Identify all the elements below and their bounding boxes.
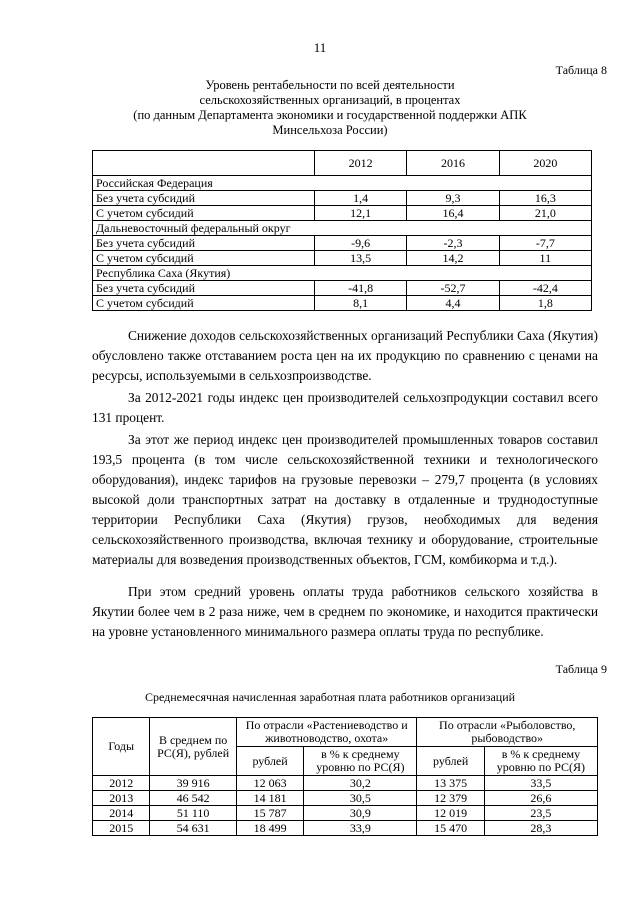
page-number: 11 (313, 40, 327, 55)
value-cell: 8,1 (315, 296, 407, 311)
value-cell: 13,5 (315, 251, 407, 266)
value-cell: 26,6 (484, 791, 597, 806)
row-label: Без учета субсидий (93, 191, 315, 206)
row-label: Без учета субсидий (93, 281, 315, 296)
value-cell: -9,6 (315, 236, 407, 251)
table-row (93, 821, 598, 836)
section-name: Дальневосточный федеральный округ (93, 221, 592, 236)
pct-header: в % к среднему уровню по РС(Я) (484, 747, 597, 776)
rub-header: рублей (417, 747, 484, 776)
year-cell: 2015 (93, 821, 150, 836)
value-cell: 11 (499, 251, 591, 266)
section-name: Республика Саха (Якутия) (93, 266, 592, 281)
value-cell: 14,2 (407, 251, 499, 266)
rub-header: рублей (236, 747, 303, 776)
value-cell: 28,3 (484, 821, 597, 836)
value-cell: 12 019 (417, 806, 484, 821)
table-row (93, 296, 592, 311)
row-label: Без учета субсидий (93, 236, 315, 251)
value-cell: 30,9 (304, 806, 417, 821)
table-row (93, 791, 598, 806)
table8-caption-line: Минсельхоза России) (272, 123, 388, 137)
year-header: 2012 (315, 151, 407, 176)
value-cell: -7,7 (499, 236, 591, 251)
section-row (93, 176, 592, 191)
value-cell: 12 063 (236, 776, 303, 791)
row-label: С учетом субсидий (93, 296, 315, 311)
body-paragraph (92, 388, 598, 428)
value-cell: 46 542 (150, 791, 237, 806)
paragraph-text: За этот же период индекс цен производителей промышленных товаров составил 193,5 процента (в том числе сельскохозяйственной техники и технологического оборудования), индекс тарифов на грузовые перевозки – 279,7 процента (в условиях высокой доли транспортных затрат на доставку в отдаленные и труднодоступные территории Республики Саха (Якутия) грузов, необходимых для ведения сельскохозяйственного производства, включая технику и оборудование, строительные материалы для возведения производственных объектов, ГСМ, комбикорма и т.д.). (92, 432, 598, 567)
table8-caption (70, 78, 590, 138)
value-cell: 1,8 (499, 296, 591, 311)
value-cell: 51 110 (150, 806, 237, 821)
value-cell: 30,5 (304, 791, 417, 806)
value-cell: 18 499 (236, 821, 303, 836)
group1-header: По отрасли «Растениеводство и животноводство, охота» (236, 718, 417, 747)
value-cell: 9,3 (407, 191, 499, 206)
table-row (93, 251, 592, 266)
value-cell: 1,4 (315, 191, 407, 206)
value-cell: -42,4 (499, 281, 591, 296)
table9-caption: Среднемесячная начисленная заработная плата работников организаций (144, 690, 516, 704)
value-cell: -41,8 (315, 281, 407, 296)
year-header: 2016 (407, 151, 499, 176)
value-cell: 33,5 (484, 776, 597, 791)
year-cell: 2014 (93, 806, 150, 821)
pct-header: в % к среднему уровню по РС(Я) (304, 747, 417, 776)
value-cell: 4,4 (407, 296, 499, 311)
salary-table (92, 717, 598, 836)
value-cell: 12,1 (315, 206, 407, 221)
value-cell: 39 916 (150, 776, 237, 791)
avg-header: В среднем по РС(Я), рублей (150, 718, 237, 776)
year-cell: 2012 (93, 776, 150, 791)
year-cell: 2013 (93, 791, 150, 806)
section-row (93, 266, 592, 281)
table-header-row (93, 718, 598, 747)
table-row (93, 206, 592, 221)
row-label: С учетом субсидий (93, 206, 315, 221)
profitability-table (92, 150, 592, 311)
value-cell: 16,4 (407, 206, 499, 221)
body-paragraph (92, 326, 598, 386)
value-cell: 30,2 (304, 776, 417, 791)
table8-caption-line: сельскохозяйственных организаций, в процентах (199, 93, 461, 107)
body-paragraph (92, 430, 598, 570)
group2-header: По отрасли «Рыболовство, рыбоводство» (417, 718, 598, 747)
value-cell: 13 375 (417, 776, 484, 791)
table-row (93, 281, 592, 296)
paragraph-text: Снижение доходов сельскохозяйственных организаций Республики Саха (Якутия) обусловлено также отставанием роста цен на их продукцию по сравнению с ценами на ресурсы, используемыми в сельхозпроизводстве. (92, 328, 598, 383)
value-cell: 14 181 (236, 791, 303, 806)
value-cell: 23,5 (484, 806, 597, 821)
value-cell: -52,7 (407, 281, 499, 296)
table8-label: Таблица 8 (555, 63, 607, 77)
row-label: С учетом субсидий (93, 251, 315, 266)
paragraph-text: За 2012-2021 годы индекс цен производителей сельхозпродукции составил всего 131 процент. (92, 390, 598, 425)
value-cell: 12 379 (417, 791, 484, 806)
section-name: Российская Федерация (93, 176, 592, 191)
value-cell: 15 787 (236, 806, 303, 821)
year-header: 2020 (499, 151, 591, 176)
section-row (93, 221, 592, 236)
paragraph-text: При этом средний уровень оплаты труда работников сельского хозяйства в Якутии более чем в 2 раза ниже, чем в среднем по экономике, и находится практически на уровне установленного минимального размера оплаты труда по республике. (92, 584, 598, 639)
table8-caption-line: Уровень рентабельности по всей деятельности (205, 78, 455, 92)
table8-caption-line: (по данным Департамента экономики и государственной поддержки АПК (133, 108, 527, 122)
header-empty-cell (93, 151, 315, 176)
value-cell: 33,9 (304, 821, 417, 836)
value-cell: 21,0 (499, 206, 591, 221)
value-cell: 54 631 (150, 821, 237, 836)
table-header-row (93, 151, 592, 176)
value-cell: 15 470 (417, 821, 484, 836)
table-row (93, 776, 598, 791)
value-cell: 16,3 (499, 191, 591, 206)
body-paragraph (92, 582, 598, 642)
table-row (93, 191, 592, 206)
table-row (93, 236, 592, 251)
years-header: Годы (93, 718, 150, 776)
table9-label: Таблица 9 (555, 662, 607, 676)
value-cell: -2,3 (407, 236, 499, 251)
table-row (93, 806, 598, 821)
